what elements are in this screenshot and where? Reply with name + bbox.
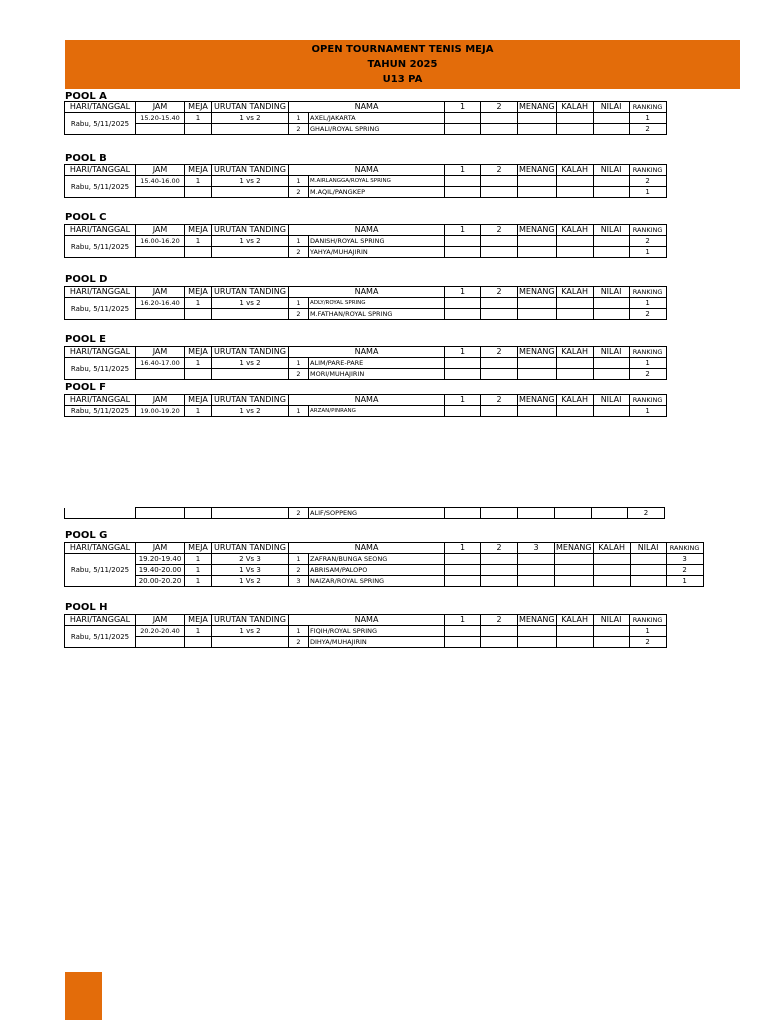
- title-line-1: OPEN TOURNAMENT TENIS MEJA: [311, 44, 494, 55]
- col-set-2: 2: [481, 615, 518, 626]
- col-kalah: KALAH: [556, 165, 593, 176]
- player-number: 1: [289, 554, 309, 565]
- col-ranking: RANKING: [629, 347, 666, 358]
- player-name: ALIF/SOPPENG: [309, 508, 445, 519]
- player-number: 2: [289, 369, 309, 380]
- player-number: 2: [289, 247, 309, 258]
- match-date: Rabu, 5/11/2025: [65, 406, 136, 417]
- pool-f-table-top: [64, 394, 667, 417]
- col-meja: MEJA: [185, 347, 212, 358]
- match-time: 20.00-20.20: [136, 576, 185, 587]
- col-nilai: NILAI: [630, 543, 666, 554]
- player-name: GHALI/ROYAL SPRING: [309, 124, 445, 135]
- col-jam: JAM: [136, 615, 185, 626]
- header-row: [65, 102, 667, 113]
- match-time: 19.00-19.20: [136, 406, 185, 417]
- header-row: [65, 287, 667, 298]
- player-name: ALIM/PARE-PARE: [309, 358, 445, 369]
- player-rank: 3: [666, 554, 703, 565]
- col-set-1: 1: [445, 615, 481, 626]
- player-number: 2: [289, 124, 309, 135]
- col-set-2: 2: [481, 225, 518, 236]
- player-name: M.AQIL/PANGKEP: [309, 187, 445, 198]
- player-rank: 2: [629, 124, 666, 135]
- col-ranking: RANKING: [629, 165, 666, 176]
- match-time: 19.40-20.00: [136, 565, 185, 576]
- col-meja: MEJA: [185, 287, 212, 298]
- col-nilai: NILAI: [593, 225, 629, 236]
- col-urutan: URUTAN TANDING: [212, 543, 289, 554]
- player-name: MORI/MUHAJIRIN: [309, 369, 445, 380]
- pool-c-title: POOL C: [65, 212, 107, 223]
- col-hari: HARI/TANGGAL: [65, 347, 136, 358]
- player-name: M.FATHAN/ROYAL SPRING: [309, 309, 445, 320]
- col-kalah: KALAH: [556, 102, 593, 113]
- match-table: 1: [185, 565, 212, 576]
- player-name: DANISH/ROYAL SPRING: [309, 236, 445, 247]
- col-meja: MEJA: [185, 225, 212, 236]
- match-time: 16.20-16.40: [136, 298, 185, 309]
- player-rank: 2: [628, 508, 665, 519]
- player-rank: 1: [629, 406, 666, 417]
- match-date: Rabu, 5/11/2025: [65, 554, 136, 587]
- col-ranking: RANKING: [629, 225, 666, 236]
- col-meja: MEJA: [185, 165, 212, 176]
- match-time: 19.20-19.40: [136, 554, 185, 565]
- player-name: M.AIRLANGGA/ROYAL SPRING: [309, 176, 445, 187]
- match-table: 1: [185, 113, 212, 124]
- table-row: [65, 358, 667, 369]
- col-hari: HARI/TANGGAL: [65, 165, 136, 176]
- title-line-2: TAHUN 2025: [367, 59, 438, 70]
- pool-c-table: [64, 224, 667, 258]
- col-set-3: 3: [518, 543, 555, 554]
- pool-g-table: [64, 542, 704, 587]
- player-rank: 1: [629, 247, 666, 258]
- col-hari: HARI/TANGGAL: [65, 395, 136, 406]
- player-number: 1: [289, 236, 309, 247]
- title-line-3: U13 PA: [382, 74, 423, 85]
- col-ranking: RANKING: [629, 287, 666, 298]
- col-set-1: 1: [445, 543, 481, 554]
- match-date: Rabu, 5/11/2025: [65, 298, 136, 320]
- player-number: 3: [289, 576, 309, 587]
- col-set-2: 2: [481, 347, 518, 358]
- col-jam: JAM: [136, 347, 185, 358]
- match-table: 1: [185, 358, 212, 369]
- col-set-1: 1: [445, 287, 481, 298]
- table-row: [65, 113, 667, 124]
- col-set-1: 1: [445, 347, 481, 358]
- player-rank: 1: [629, 626, 666, 637]
- col-nilai: NILAI: [593, 347, 629, 358]
- header-row: [65, 165, 667, 176]
- col-set-2: 2: [481, 165, 518, 176]
- player-rank: 2: [629, 236, 666, 247]
- match-order: 1 vs 2: [212, 626, 289, 637]
- table-row: [65, 626, 667, 637]
- player-name: AXEL/JAKARTA: [309, 113, 445, 124]
- col-nilai: NILAI: [593, 287, 629, 298]
- player-name: DIHYA/MUHAJIRIN: [309, 637, 445, 648]
- match-date: Rabu, 5/11/2025: [65, 113, 136, 135]
- pool-h-title: POOL H: [65, 602, 108, 613]
- col-meja: MEJA: [185, 615, 212, 626]
- header-row: [65, 225, 667, 236]
- header-row: [65, 395, 667, 406]
- table-row: [65, 369, 667, 380]
- col-hari: HARI/TANGGAL: [65, 102, 136, 113]
- col-set-1: 1: [445, 165, 481, 176]
- player-rank: 2: [629, 309, 666, 320]
- table-row: [65, 247, 667, 258]
- col-jam: JAM: [136, 102, 185, 113]
- col-kalah: KALAH: [556, 347, 593, 358]
- col-urutan: URUTAN TANDING: [212, 165, 289, 176]
- table-row: [65, 576, 704, 587]
- player-number: 2: [289, 508, 309, 519]
- col-jam: JAM: [136, 287, 185, 298]
- table-row: [65, 508, 665, 519]
- col-urutan: URUTAN TANDING: [212, 287, 289, 298]
- player-name: ZAFRAN/BUNGA SEONG: [309, 554, 445, 565]
- match-table: 1: [185, 298, 212, 309]
- match-time: 16.00-16.20: [136, 236, 185, 247]
- col-set-2: 2: [481, 395, 518, 406]
- match-table: 1: [185, 176, 212, 187]
- tournament-header: [65, 40, 740, 89]
- col-jam: JAM: [136, 225, 185, 236]
- header-row: [65, 543, 704, 554]
- col-hari: HARI/TANGGAL: [65, 287, 136, 298]
- col-jam: JAM: [136, 165, 185, 176]
- player-name: ARZAN/PINRANG: [309, 406, 445, 417]
- match-order: 2 Vs 3: [212, 554, 289, 565]
- match-time: 16.40-17.00: [136, 358, 185, 369]
- table-row: [65, 236, 667, 247]
- match-order: 1 vs 2: [212, 406, 289, 417]
- col-kalah: KALAH: [556, 287, 593, 298]
- player-rank: 1: [666, 576, 703, 587]
- player-name: ADLY/ROYAL SPRING: [309, 298, 445, 309]
- player-name: FIQIH/ROYAL SPRING: [309, 626, 445, 637]
- pool-f-table-bottom: [64, 507, 665, 519]
- col-nilai: NILAI: [593, 165, 629, 176]
- col-set-2: 2: [481, 543, 518, 554]
- col-ranking: RANKING: [629, 615, 666, 626]
- table-row: [65, 637, 667, 648]
- col-menang: MENANG: [519, 615, 555, 624]
- player-number: 1: [289, 176, 309, 187]
- col-menang: MENANG: [519, 395, 555, 404]
- player-rank: 1: [629, 187, 666, 198]
- pool-d-table: [64, 286, 667, 320]
- match-order: 1 vs 2: [212, 176, 289, 187]
- col-hari: HARI/TANGGAL: [65, 543, 136, 554]
- table-row: [65, 554, 704, 565]
- player-number: 2: [289, 187, 309, 198]
- col-set-1: 1: [445, 395, 481, 406]
- pool-e-title: POOL E: [65, 334, 107, 345]
- page-break-gap: [60, 420, 680, 503]
- player-number: 2: [289, 637, 309, 648]
- player-number: 1: [289, 406, 309, 417]
- player-name: NAIZAR/ROYAL SPRING: [309, 576, 445, 587]
- col-ranking: RANKING: [629, 395, 666, 406]
- match-table: 1: [185, 236, 212, 247]
- table-row: [65, 187, 667, 198]
- pool-e-table: [64, 346, 667, 380]
- col-nilai: NILAI: [593, 615, 629, 626]
- table-row: [65, 124, 667, 135]
- match-time: 15.20-15.40: [136, 113, 185, 124]
- table-row: [65, 176, 667, 187]
- player-name: ABRISAM/PALOPO: [309, 565, 445, 576]
- table-row: [65, 309, 667, 320]
- player-number: 1: [289, 298, 309, 309]
- col-kalah: KALAH: [593, 543, 630, 554]
- col-menang: MENANG: [519, 225, 555, 234]
- col-set-1: 1: [445, 225, 481, 236]
- table-row: [65, 406, 667, 417]
- pool-h-table: [64, 614, 667, 648]
- match-order: 1 Vs 3: [212, 565, 289, 576]
- player-rank: 1: [629, 298, 666, 309]
- player-rank: 2: [629, 176, 666, 187]
- match-order: 1 Vs 2: [212, 576, 289, 587]
- pool-b-title: POOL B: [65, 153, 107, 164]
- col-kalah: KALAH: [556, 225, 593, 236]
- col-jam: JAM: [136, 543, 185, 554]
- player-number: 1: [289, 626, 309, 637]
- match-date: Rabu, 5/11/2025: [65, 626, 136, 648]
- footer-accent-block: [65, 972, 102, 1020]
- pool-b-table: [64, 164, 667, 198]
- col-urutan: URUTAN TANDING: [212, 615, 289, 626]
- col-urutan: URUTAN TANDING: [212, 395, 289, 406]
- player-rank: 2: [666, 565, 703, 576]
- col-nilai: NILAI: [593, 102, 629, 113]
- table-row: [65, 565, 704, 576]
- col-nama: NAMA: [289, 287, 445, 298]
- match-table: 1: [185, 554, 212, 565]
- match-table: 1: [185, 626, 212, 637]
- pool-a-table: [64, 101, 667, 135]
- match-table: 1: [185, 576, 212, 587]
- match-table: 1: [185, 406, 212, 417]
- col-menang: MENANG: [519, 165, 555, 174]
- player-rank: 2: [629, 637, 666, 648]
- col-meja: MEJA: [185, 102, 212, 113]
- player-number: 2: [289, 565, 309, 576]
- col-set-1: 1: [445, 102, 481, 113]
- col-kalah: KALAH: [556, 395, 593, 406]
- col-kalah: KALAH: [556, 615, 593, 626]
- player-rank: 1: [629, 358, 666, 369]
- col-set-2: 2: [481, 102, 518, 113]
- player-number: 2: [289, 309, 309, 320]
- match-date: Rabu, 5/11/2025: [65, 236, 136, 258]
- player-rank: 1: [629, 113, 666, 124]
- player-number: 1: [289, 358, 309, 369]
- col-nama: NAMA: [289, 225, 445, 236]
- col-urutan: URUTAN TANDING: [212, 225, 289, 236]
- pool-f-title: POOL F: [65, 382, 107, 393]
- col-nama: NAMA: [289, 395, 445, 406]
- match-order: 1 vs 2: [212, 236, 289, 247]
- col-hari: HARI/TANGGAL: [65, 225, 136, 236]
- table-row: [65, 298, 667, 309]
- col-menang: MENANG: [519, 347, 555, 356]
- col-menang: MENANG: [556, 543, 592, 552]
- col-meja: MEJA: [185, 543, 212, 554]
- pool-d-title: POOL D: [65, 274, 108, 285]
- player-rank: 2: [629, 369, 666, 380]
- col-ranking: RANKING: [629, 102, 666, 113]
- col-jam: JAM: [136, 395, 185, 406]
- col-nama: NAMA: [289, 615, 445, 626]
- col-meja: MEJA: [185, 395, 212, 406]
- col-menang: MENANG: [519, 287, 555, 296]
- col-menang: MENANG: [519, 102, 555, 111]
- match-time: 20.20-20.40: [136, 626, 185, 637]
- match-date: Rabu, 5/11/2025: [65, 176, 136, 198]
- col-nama: NAMA: [289, 165, 445, 176]
- match-order: 1 vs 2: [212, 113, 289, 124]
- header-row: [65, 615, 667, 626]
- match-date: Rabu, 5/11/2025: [65, 358, 136, 380]
- col-nama: NAMA: [289, 543, 445, 554]
- match-time: 15.40-16.00: [136, 176, 185, 187]
- col-nama: NAMA: [289, 347, 445, 358]
- header-row: [65, 347, 667, 358]
- pool-a-title: POOL A: [65, 91, 107, 102]
- col-urutan: URUTAN TANDING: [212, 102, 289, 113]
- col-ranking: RANKING: [666, 543, 703, 554]
- col-hari: HARI/TANGGAL: [65, 615, 136, 626]
- match-order: 1 vs 2: [212, 358, 289, 369]
- col-nama: NAMA: [289, 102, 445, 113]
- col-nilai: NILAI: [593, 395, 629, 406]
- col-urutan: URUTAN TANDING: [212, 347, 289, 358]
- col-set-2: 2: [481, 287, 518, 298]
- player-number: 1: [289, 113, 309, 124]
- pool-g-title: POOL G: [65, 530, 108, 541]
- player-name: YAHYA/MUHAJIRIN: [309, 247, 445, 258]
- match-order: 1 vs 2: [212, 298, 289, 309]
